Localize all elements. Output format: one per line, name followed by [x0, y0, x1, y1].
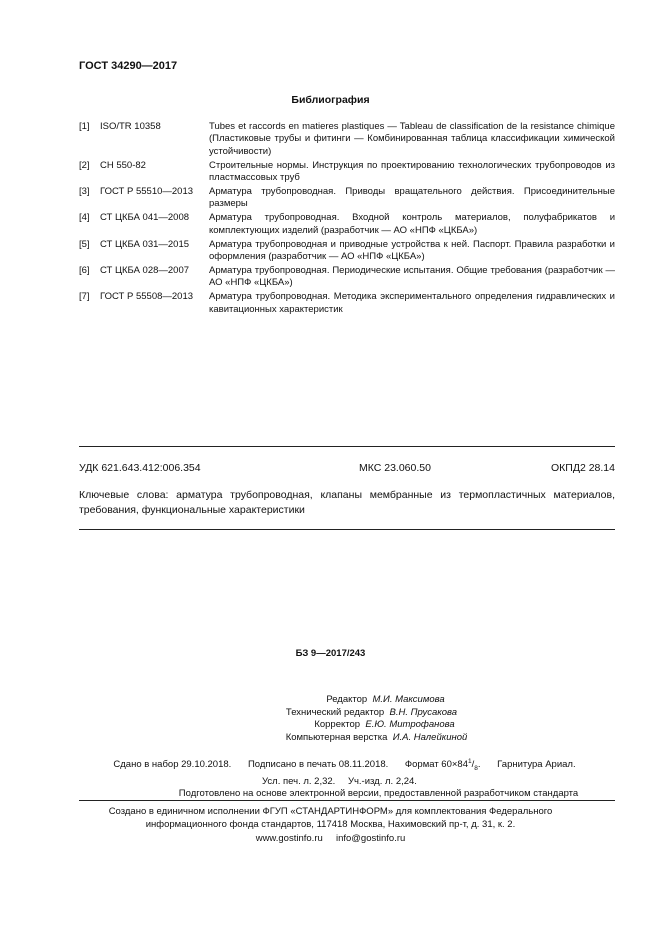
bib-number: [5]	[79, 238, 90, 250]
bibliography-item	[79, 239, 615, 264]
publication-dates-line	[0, 756, 661, 776]
okpd-code: ОКПД2 28.14	[551, 462, 615, 474]
layout-name: И.А. Налейкиной	[392, 731, 468, 743]
footer-contacts	[0, 832, 661, 845]
pub-sheets: Уч.-изд. л. 2,24.	[347, 775, 417, 787]
tech-editor-line	[0, 707, 661, 720]
bib-code: ГОСТ Р 55508—2013	[100, 291, 194, 303]
bz-number: БЗ 9—2017/243	[295, 648, 366, 659]
footer-line-2: информационного фонда стандартов, 117418 Москва, Нахимовский пр-т, д. 31, к. 2.	[145, 819, 516, 831]
signed-date: Подписано в печать 08.11.2018.	[247, 759, 389, 771]
bibliography-item	[79, 121, 615, 158]
bib-number: [2]	[79, 159, 90, 171]
layout-line	[0, 732, 661, 745]
bib-number: [3]	[79, 186, 90, 198]
bib-code: ISO/TR 10358	[100, 121, 161, 132]
format: Формат $60\times 84^1/_8$.	[404, 758, 481, 773]
bibliography-item	[79, 160, 615, 185]
bib-description: Арматура трубопроводная. Методика экспериментального определения гидравлических и кавитационных характеристик	[209, 291, 615, 315]
bibliography-item	[79, 186, 615, 211]
format-suffix: .	[477, 759, 481, 771]
editor-label: Редактор	[326, 694, 368, 705]
bib-code: СН 550-82	[100, 159, 146, 171]
divider-bottom	[79, 800, 615, 801]
format-denominator: 8	[474, 765, 478, 773]
bib-description: Арматура трубопроводная. Периодические испытания. Общие требования (разработчик — АО «НПФ «ЦКБА»)	[209, 264, 615, 289]
bib-code: СТ ЦКБА 041—2008	[100, 212, 190, 224]
bibliography-item	[79, 291, 615, 316]
bib-description: Арматура трубопроводная. Приводы вращательного действия. Присоединительные размеры	[209, 186, 615, 210]
staff-credits	[0, 694, 661, 744]
publication-info	[0, 756, 661, 801]
standard-header: ГОСТ 34290—2017	[79, 60, 178, 72]
bib-code: СТ ЦКБА 031—2015	[100, 238, 190, 250]
publisher-footer	[0, 805, 661, 845]
corrector-name: Е.Ю. Митрофанова	[365, 719, 455, 730]
divider-top	[79, 446, 615, 447]
format-prefix: Формат 60×84	[404, 759, 468, 771]
corrector-line	[0, 719, 661, 732]
keywords: Ключевые слова: арматура трубопроводная, клапаны мембранные из термопластичных материалов, требования, функциональные характеристики	[79, 489, 615, 516]
bib-code: ГОСТ Р 55510—2013	[100, 186, 194, 198]
divider-middle	[79, 529, 615, 530]
editor-name: М.И. Максимова	[372, 694, 445, 705]
bib-description: Арматура трубопроводная и приводные устройства к ней. Паспорт. Правила разработки и оформления (разработчик — АО «НПФ «ЦКБА»)	[209, 238, 615, 263]
prepared-line: Подготовлено на основе электронной версии, предоставленной разработчиком стандарта	[178, 788, 579, 800]
bib-description: Арматура трубопроводная. Входной контроль материалов, полуфабрикатов и комплектующих изделий (разработчик — АО «НПФ «ЦКБА»)	[209, 212, 615, 236]
sheets-line	[0, 776, 661, 789]
print-sheets: Усл. печ. л. 2,32.	[262, 775, 336, 787]
udk-code: УДК 621.643.412:006.354	[79, 462, 201, 474]
corrector-label: Корректор	[314, 719, 361, 730]
mks-code: МКС 23.060.50	[359, 462, 431, 474]
font-info: Гарнитура Ариал.	[497, 759, 576, 771]
bib-code: СТ ЦКБА 028—2007	[100, 264, 190, 276]
bibliography-item	[79, 265, 615, 290]
bib-number: [1]	[79, 121, 90, 132]
tech-editor-name: В.Н. Прусакова	[389, 706, 458, 718]
bib-number: [6]	[79, 264, 90, 276]
bib-number: [7]	[79, 291, 90, 303]
email-link[interactable]: info@gostinfo.ru	[335, 832, 406, 844]
layout-label: Компьютерная верстка	[285, 731, 388, 743]
bib-description: Tubes et raccords en matieres plastiques — Tableau de classification de la resistance chimique (Пластиковые трубы и фитинги — Комбинированная таблица классификации химической устойчивости)	[209, 121, 615, 157]
footer-line-1: Создано в единичном исполнении ФГУП «СТАНДАРТИНФОРМ» для комплектования Федерального	[108, 806, 553, 817]
sent-date: Сдано в набор 29.10.2018.	[113, 759, 232, 771]
editor-line	[0, 694, 661, 707]
tech-editor-label: Технический редактор	[285, 706, 385, 718]
bibliography-list	[79, 121, 615, 318]
bib-number: [4]	[79, 212, 90, 224]
bibliography-item	[79, 212, 615, 237]
website-link[interactable]: www.gostinfo.ru	[255, 832, 323, 844]
format-numerator: 1	[468, 758, 472, 765]
bib-description: Строительные нормы. Инструкция по проектированию технологических трубопроводов из пластмассовых труб	[209, 159, 615, 184]
bibliography-title: Библиография	[291, 94, 370, 106]
